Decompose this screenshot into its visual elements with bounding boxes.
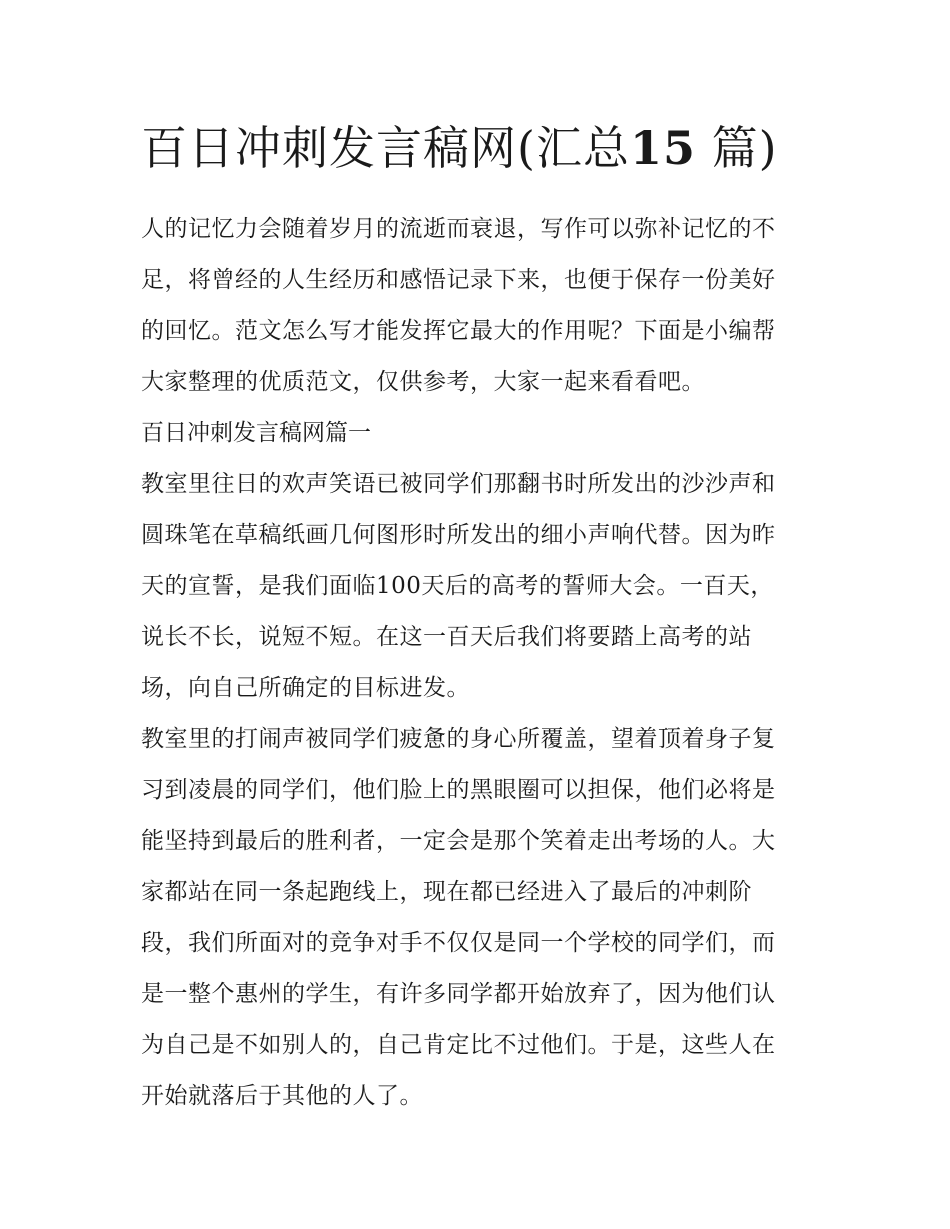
document-content — [141, 118, 821, 1122]
body-paragraph-1 — [141, 459, 821, 714]
title-prefix: 百日冲刺发言稿网(汇总 — [141, 121, 630, 175]
body-paragraph-2 — [141, 714, 821, 1122]
paragraph-line: 能坚持到最后的胜利者，一定会是那个笑着走出考场的人。大 — [141, 828, 776, 854]
paragraph-line: 习到凌晨的同学们，他们脸上的黑眼圈可以担保，他们必将是 — [141, 777, 776, 803]
section-heading: 百日冲刺发言稿网篇一 — [141, 420, 371, 446]
intro-line: 人的记忆力会随着岁月的流逝而衰退，写作可以弥补记忆的不 — [141, 216, 776, 242]
paragraph-line: 教室里往日的欢声笑语已被同学们那翻书时所发出的沙沙声和 — [141, 471, 776, 497]
intro-line: 的回忆。范文怎么写才能发挥它最大的作用呢？下面是小编帮 — [141, 318, 776, 344]
title-number: 15 — [629, 121, 696, 175]
paragraph-line: 圆珠笔在草稿纸画几何图形时所发出的细小声响代替。因为昨 — [141, 522, 776, 548]
intro-paragraph — [141, 204, 821, 408]
paragraph-line: 家都站在同一条起跑线上，现在都已经进入了最后的冲刺阶 — [141, 879, 752, 905]
intro-line: 大家整理的优质范文，仅供参考，大家一起来看看吧。 — [141, 369, 705, 395]
paragraph-line: 场，向自己所确定的目标进发。 — [141, 675, 470, 701]
paragraph-line: 说长不长，说短不短。在这一百天后我们将要踏上高考的站 — [141, 624, 752, 650]
paragraph-line: 是一整个惠州的学生，有许多同学都开始放弃了，因为他们认 — [141, 981, 776, 1007]
intro-line: 足，将曾经的人生经历和感悟记录下来，也便于保存一份美好 — [141, 267, 776, 293]
paragraph-line: 段，我们所面对的竞争对手不仅仅是同一个学校的同学们，而 — [141, 930, 776, 956]
document-title — [141, 118, 821, 204]
paragraph-line: 为自己是不如别人的，自己肯定比不过他们。于是，这些人在 — [141, 1032, 776, 1058]
paragraph-line: 教室里的打闹声被同学们疲惫的身心所覆盖，望着顶着身子复 — [141, 726, 776, 752]
paragraph-line: 开始就落后于其他的人了。 — [141, 1083, 423, 1109]
paragraph-line: 天的宣誓，是我们面临100天后的高考的誓师大会。一百天， — [141, 573, 774, 599]
title-suffix: 篇) — [711, 121, 778, 175]
